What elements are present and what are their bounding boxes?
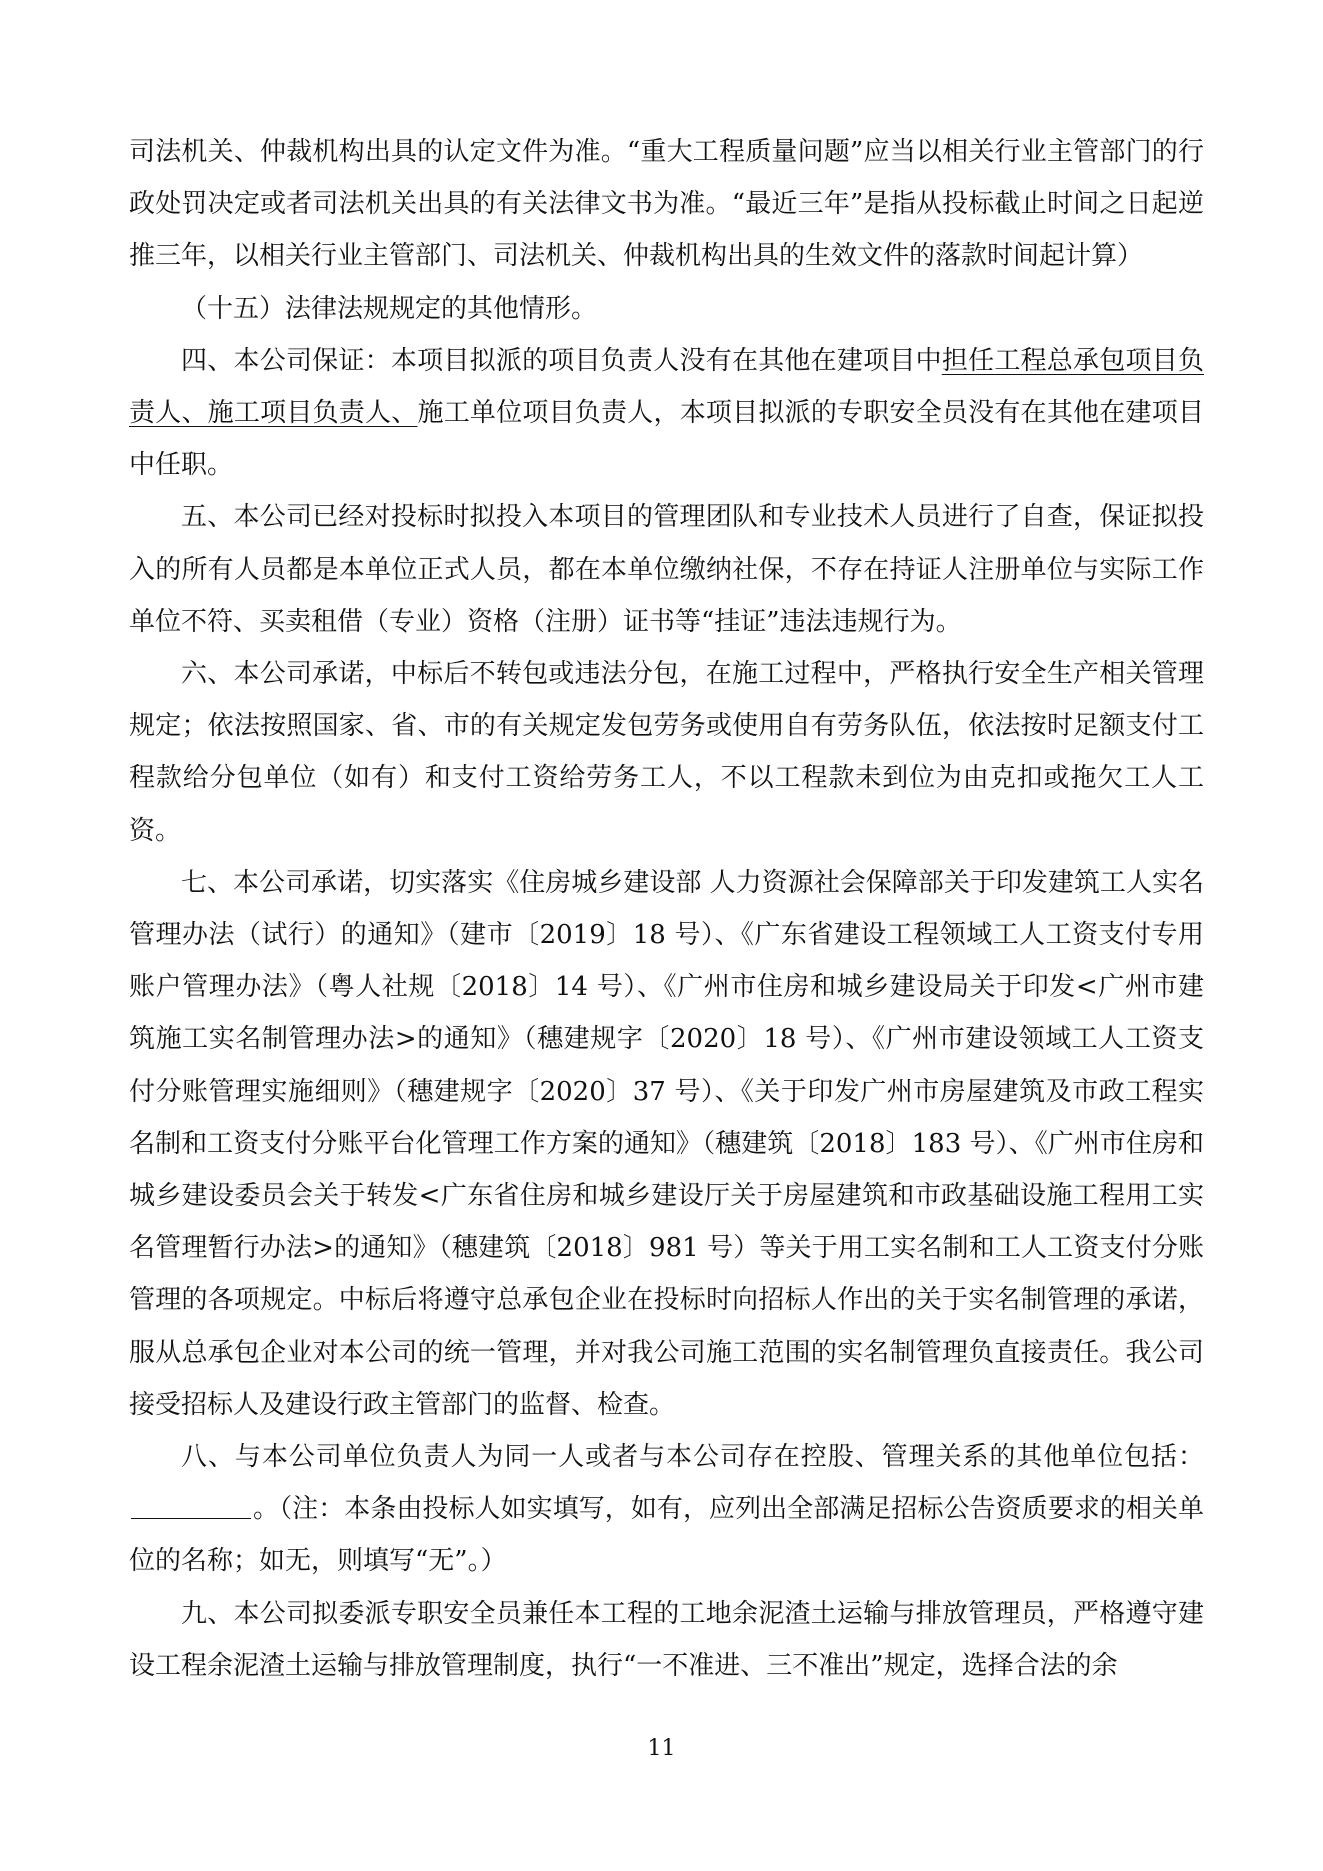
section-8-text-start: 八、与本公司单位负责人为同一人或者与本公司存在控股、管理关系的其他单位包括： (181, 1442, 1204, 1473)
paragraph-continued: 司法机关、仲裁机构出具的认定文件为准。“重大工程质量问题”应当以相关行业主管部门的行政处罚决定或者司法机关出具的有关法律文书为准。“最近三年”是指从投标截止时间之日起逆推三年，以相关行业主管部门、司法机关、仲裁机构出具的生效文件的落款时间起计算） (129, 137, 1204, 272)
paragraph-section-7: 七、本公司承诺，切实落实《住房城乡建设部 人力资源社会保障部关于印发建筑工人实名管理办法（试行）的通知》（建市〔2019〕18 号）、《广东省建设工程领域工人工资支付专用账户管理办法》（粤人社规〔2018〕14 号）、《广州市住房和城乡建设局关于印发<广州市建筑施工实名制管理办法>的通知》（穗建规字〔2020〕18 号）、《广州市建设领域工人工资支付分账管理实施细则》（穗建规字〔2020〕37 号）、《关于印发广州市房屋建筑及市政工程实名制和工资支付分账平台化管理工作方案的通知》（穗建筑〔2018〕183 号）、《广州市住房和城乡建设委员会关于转发<广东省住房和城乡建设厅关于房屋建筑和市政基础设施工程用工实名管理暂行办法>的通知》（穗建筑〔2018〕981 号）等关于用工实名制和工人工资支付分账管理的各项规定。中标后将遵守总承包企业在投标时向招标人作出的关于实名制管理的承诺，服从总承包企业对本公司的统一管理，并对我公司施工范围的实名制管理负直接责任。我公司接受招标人及建设行政主管部门的监督、检查。 (129, 867, 1204, 1420)
paragraph-item-15: （十五）法律法规规定的其他情形。 (181, 293, 598, 324)
section-4-underlined-text: 担任工程总承包项目负责人、施工项目负责人、 (129, 345, 1204, 429)
document-body (129, 126, 1204, 1692)
section-4-text-end: 施工单位项目负责人，本项目拟派的专职安全员没有在其他在建项目中任职。 (129, 398, 1204, 481)
paragraph-section-6: 六、本公司承诺，中标后不转包或违法分包，在施工过程中，严格执行安全生产相关管理规定；依法按照国家、省、市的有关规定发包劳务或使用自有劳务队伍，依法按时足额支付工程款给分包单位（如有）和支付工资给劳务工人，不以工程款未到位为由克扣或拖欠工人工资。 (129, 659, 1204, 846)
page-number: 11 (647, 1736, 676, 1761)
section-8-text-end: 。（注：本条由投标人如实填写，如有，应列出全部满足招标公告资质要求的相关单位的名称；如无，则填写“无”。） (129, 1494, 1204, 1577)
paragraph-section-8 (129, 1431, 1204, 1588)
paragraph-section-9: 九、本公司拟委派专职安全员兼任本工程的工地余泥渣土运输与排放管理员，严格遵守建设工程余泥渣土运输与排放管理制度，执行“一不准进、三不准出”规定，选择合法的余 (129, 1598, 1204, 1681)
paragraph-section-4 (129, 335, 1204, 492)
paragraph-section-5: 五、本公司已经对投标时拟投入本项目的管理团队和专业技术人员进行了自查，保证拟投入的所有人员都是本单位正式人员，都在本单位缴纳社保，不存在持证人注册单位与实际工作单位不符、买卖租借（专业）资格（注册）证书等“挂证”违法违规行为。 (129, 502, 1204, 637)
fill-in-blank-line[interactable] (131, 1494, 251, 1519)
section-4-text-start: 四、本公司保证：本项目拟派的项目负责人没有在其他在建项目中 (181, 345, 942, 376)
